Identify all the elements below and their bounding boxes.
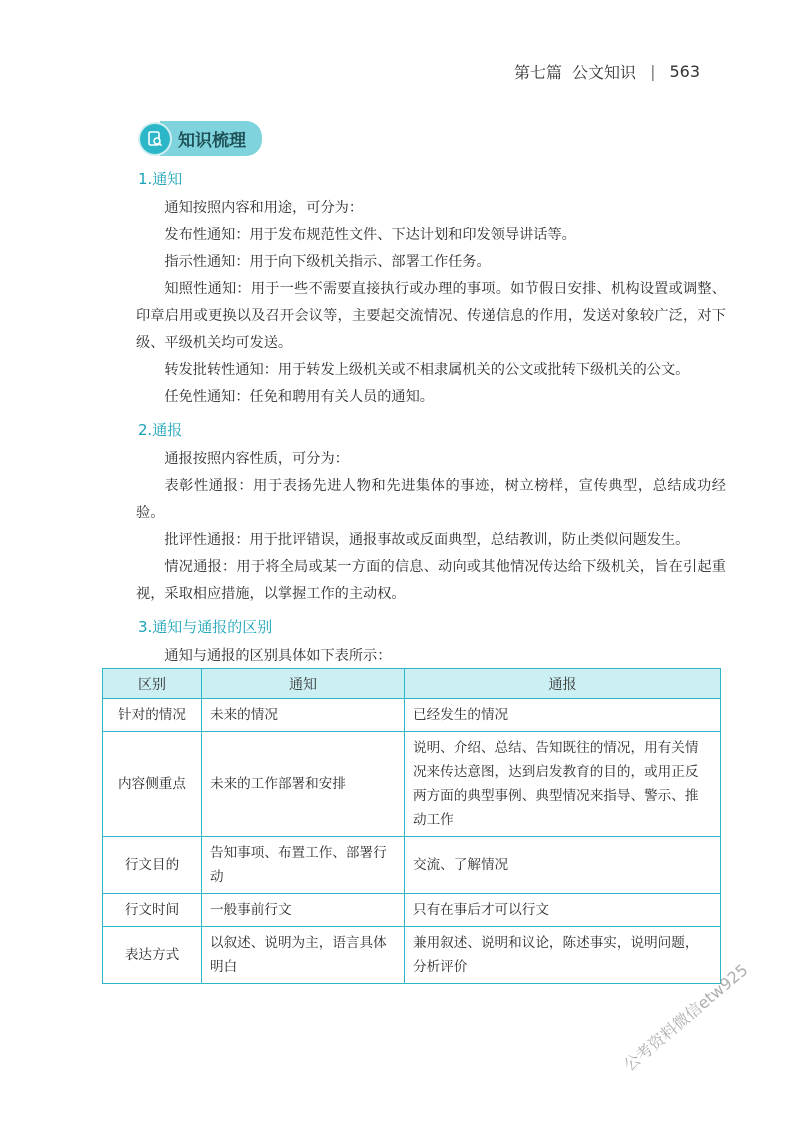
section-title: 公文知识 — [572, 63, 637, 82]
main-content — [136, 160, 726, 670]
table-header-cell: 通报 — [405, 669, 721, 699]
paragraph: 知照性通知：用于一些不需要直接执行或办理的事项。如节假日安排、机构设置或调整、印章启用或更换以及召开会议等，主要起交流情况、传递信息的作用，发送对象较广泛，对下级、平级机关均可发送。 — [136, 281, 726, 351]
paragraph: 通知与通报的区别具体如下表所示： — [164, 648, 392, 664]
paragraph: 表彰性通报：用于表扬先进人物和先进集体的事迹，树立榜样，宣传典型，总结成功经验。 — [136, 478, 726, 521]
table-cell: 行文时间 — [103, 894, 202, 927]
watermark: 公考资料微信etw925 — [619, 960, 752, 1075]
paragraph: 任免性通知：任免和聘用有关人员的通知。 — [164, 389, 434, 405]
table-row — [103, 894, 721, 927]
table-row — [103, 927, 721, 984]
comparison-table — [102, 668, 721, 984]
header-separator: | — [650, 62, 656, 81]
heading-notice: 1.通知 — [138, 170, 183, 188]
paragraph: 批评性通报：用于批评错误，通报事故或反面典型，总结教训，防止类似问题发生。 — [164, 532, 690, 548]
paragraph: 转发批转性通知：用于转发上级机关或不相隶属机关的公文或批转下级机关的公文。 — [164, 362, 690, 378]
section-badge — [140, 121, 262, 156]
table-cell: 内容侧重点 — [103, 732, 202, 837]
table-cell: 已经发生的情况 — [405, 699, 721, 732]
heading-difference: 3.通知与通报的区别 — [138, 618, 273, 636]
paragraph: 情况通报：用于将全局或某一方面的信息、动向或其他情况传达给下级机关，旨在引起重视，采取相应措施，以掌握工作的主动权。 — [136, 559, 726, 602]
table-cell: 针对的情况 — [103, 699, 202, 732]
table-cell: 行文目的 — [103, 837, 202, 894]
table-cell: 兼用叙述、说明和议论，陈述事实，说明问题，分析评价 — [405, 927, 721, 984]
document-search-icon — [140, 124, 170, 154]
table-cell: 表达方式 — [103, 927, 202, 984]
table-header-row — [103, 669, 721, 699]
heading-bulletin: 2.通报 — [138, 421, 183, 439]
table-cell: 一般事前行文 — [202, 894, 405, 927]
table-header-cell: 通知 — [202, 669, 405, 699]
paragraph: 通报按照内容性质，可分为： — [164, 451, 349, 467]
page-header — [514, 60, 700, 83]
table-row — [103, 732, 721, 837]
table-cell: 交流、了解情况 — [405, 837, 721, 894]
table-cell: 只有在事后才可以行文 — [405, 894, 721, 927]
table-header-cell: 区别 — [103, 669, 202, 699]
table-cell: 未来的工作部署和安排 — [202, 732, 405, 837]
paragraph: 通知按照内容和用途，可分为： — [164, 200, 364, 216]
part-title: 第七篇 — [514, 63, 563, 82]
table-row — [103, 837, 721, 894]
table-cell: 以叙述、说明为主，语言具体明白 — [202, 927, 405, 984]
table-row — [103, 699, 721, 732]
page-number: 563 — [669, 62, 700, 81]
table-cell: 说明、介绍、总结、告知既往的情况，用有关情况来传达意图，达到启发教育的目的，或用正反两方面的典型事例、典型情况来指导、警示、推动工作 — [405, 732, 721, 837]
paragraph: 指示性通知：用于向下级机关指示、部署工作任务。 — [164, 254, 491, 270]
badge-label: 知识梳理 — [160, 121, 262, 156]
paragraph: 发布性通知：用于发布规范性文件、下达计划和印发领导讲话等。 — [164, 227, 576, 243]
table-cell: 告知事项、布置工作、部署行动 — [202, 837, 405, 894]
table-cell: 未来的情况 — [202, 699, 405, 732]
